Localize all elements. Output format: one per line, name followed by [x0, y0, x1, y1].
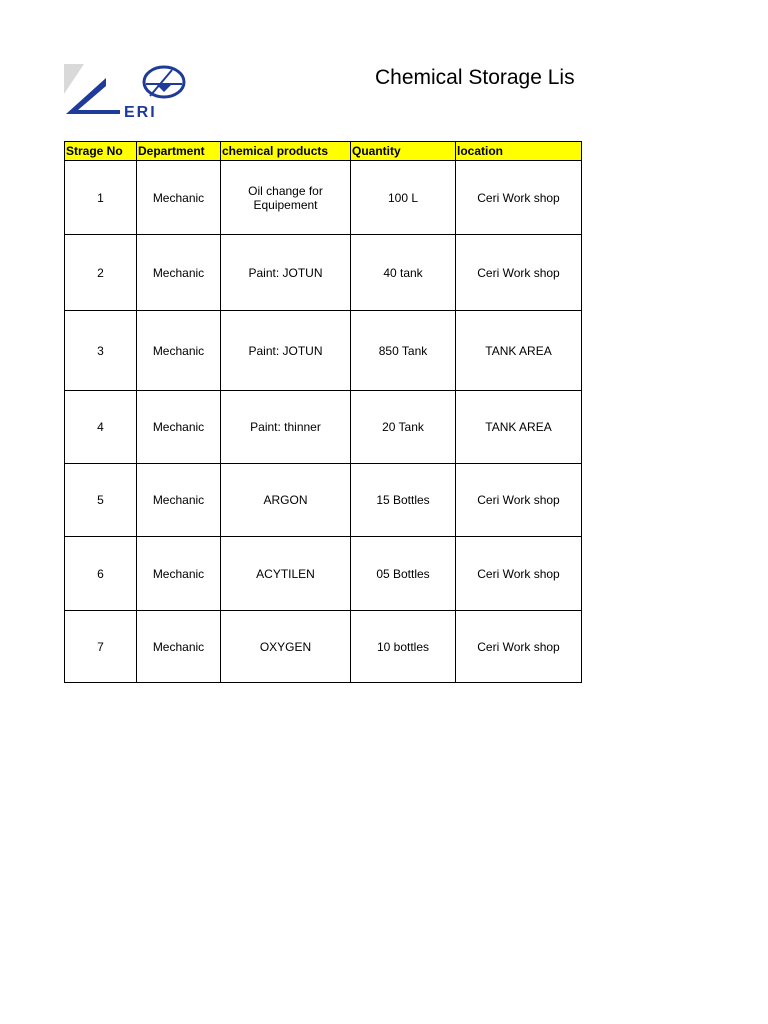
chemical-storage-table: [64, 141, 582, 683]
header-storage-no: Strage No: [65, 142, 137, 161]
product-text: Paint: JOTUN: [248, 265, 323, 280]
product-text: OXYGEN: [259, 639, 312, 654]
cell-chemical-product: [221, 311, 351, 391]
cell-chemical-product: [221, 611, 351, 683]
ceri-logo: [64, 64, 186, 122]
header-department: Department: [137, 142, 221, 161]
ceri-logo-icon: [64, 64, 186, 122]
cell-location: Ceri Work shop: [456, 161, 582, 235]
cell-quantity: 100 L: [351, 161, 456, 235]
table-row: [65, 391, 582, 464]
cell-chemical-product: [221, 235, 351, 311]
cell-location: Ceri Work shop: [456, 235, 582, 311]
header-quantity: Quantity: [351, 142, 456, 161]
product-text: Paint: thinner: [250, 420, 321, 434]
cell-quantity: 15 Bottles: [351, 464, 456, 537]
cell-department: Mechanic: [137, 537, 221, 611]
cell-chemical-product: [221, 537, 351, 611]
page-title: Chemical Storage Lis: [375, 66, 575, 89]
product-text: ARGON: [263, 493, 308, 507]
table-row: [65, 537, 582, 611]
cell-department: Mechanic: [137, 391, 221, 464]
cell-location: Ceri Work shop: [456, 464, 582, 537]
cell-storage-no: 5: [65, 464, 137, 537]
table-row: [65, 161, 582, 235]
cell-chemical-product: [221, 464, 351, 537]
cell-storage-no: 1: [65, 161, 137, 235]
cell-department: Mechanic: [137, 611, 221, 683]
cell-location: Ceri Work shop: [456, 611, 582, 683]
table-row: [65, 311, 582, 391]
table-header-row: [65, 142, 582, 161]
cell-quantity: 850 Tank: [351, 311, 456, 391]
cell-department: Mechanic: [137, 235, 221, 311]
logo-text: ERI: [124, 104, 157, 121]
cell-chemical-product: [221, 391, 351, 464]
table-row: [65, 464, 582, 537]
cell-department: Mechanic: [137, 161, 221, 235]
cell-storage-no: 2: [65, 235, 137, 311]
cell-storage-no: 3: [65, 311, 137, 391]
table-row: [65, 611, 582, 683]
product-text: Paint: JOTUN: [248, 343, 323, 358]
cell-storage-no: 4: [65, 391, 137, 464]
cell-quantity: 10 bottles: [351, 611, 456, 683]
cell-location: TANK AREA: [456, 391, 582, 464]
cell-quantity: 05 Bottles: [351, 537, 456, 611]
cell-storage-no: 6: [65, 537, 137, 611]
cell-location: TANK AREA: [456, 311, 582, 391]
cell-department: Mechanic: [137, 464, 221, 537]
cell-chemical-product: [221, 161, 351, 235]
product-text: Oil change for Equipement: [248, 183, 323, 212]
cell-quantity: 20 Tank: [351, 391, 456, 464]
cell-quantity: 40 tank: [351, 235, 456, 311]
header-location: location: [456, 142, 582, 161]
cell-storage-no: 7: [65, 611, 137, 683]
product-text: ACYTILEN: [256, 566, 315, 581]
table-row: [65, 235, 582, 311]
cell-location: Ceri Work shop: [456, 537, 582, 611]
cell-department: Mechanic: [137, 311, 221, 391]
header-chemical-products: chemical products: [221, 142, 351, 161]
